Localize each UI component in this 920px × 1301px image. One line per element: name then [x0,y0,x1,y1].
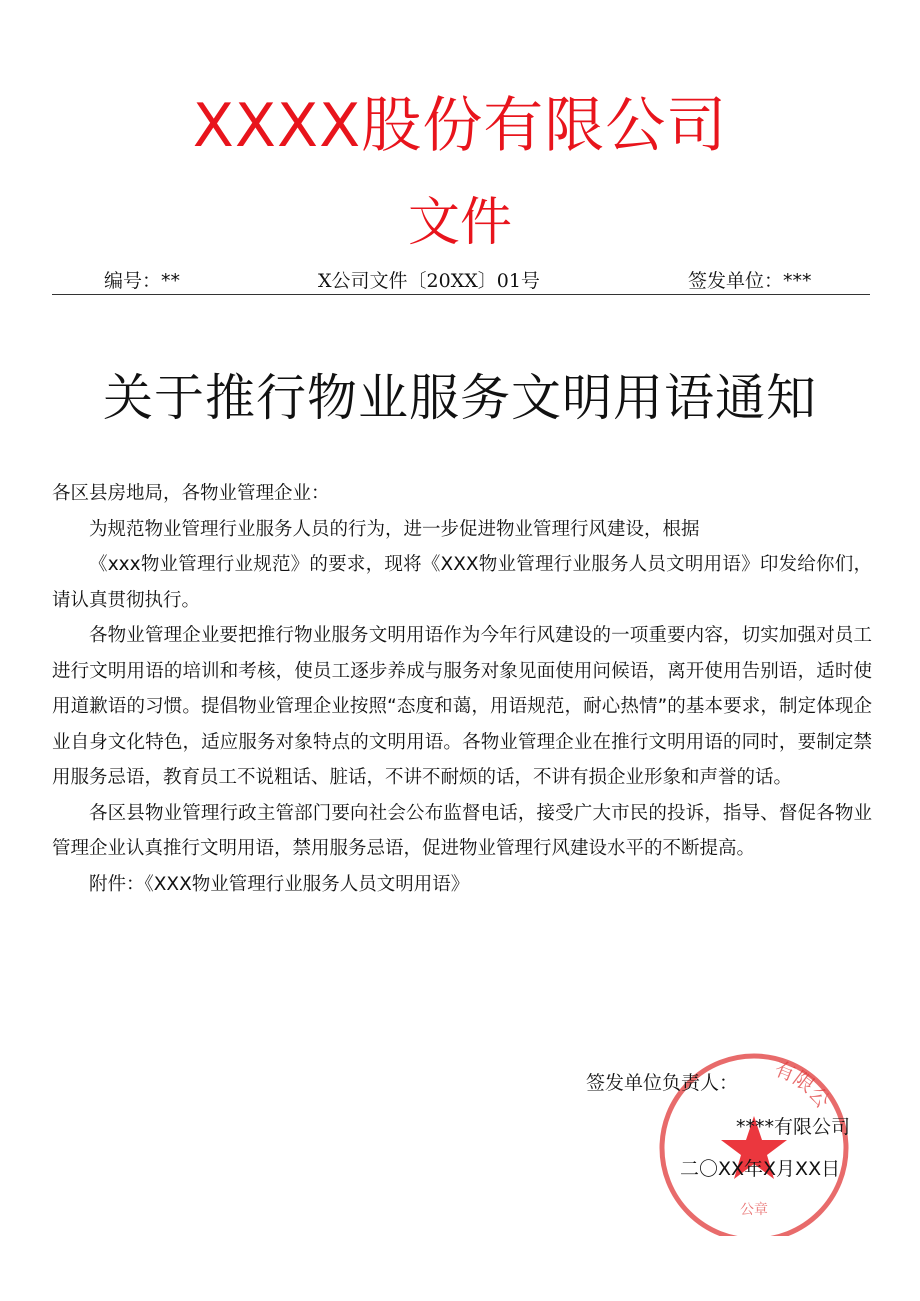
document-word: 文件 [407,193,512,253]
paragraph-3: 各区县物业管理行政主管部门要向社会公布监督电话，接受广大市民的投诉，指导、督促各物业管理企业认真推行文明用语，禁用服务忌语，促进物业管理行风建设水平的不断提高。 [52,802,872,859]
attachment-line: 附件：《XXX物业管理行业服务人员文明用语》 [89,873,470,895]
issuer-label: 签发单位：*** [688,270,812,292]
document-reference-number: X公司文件〔20XX〕01号 [318,270,540,292]
company-name: XXXX股份有限公司 [192,91,728,161]
document-meta-row [0,266,920,296]
document-number-label: 编号：** [104,270,181,292]
notice-body [52,476,872,902]
seal-top-text: 有限公 [771,1056,836,1113]
notice-title: 关于推行物业服务文明用语通知 [103,369,817,427]
seal-bottom-text: 公章 [740,1202,768,1218]
paragraph-1-line-2: 《xxx物业管理行业规范》的要求，现将《XXX物业管理行业服务人员文明用语》印发给你们，请认真贯彻执行。 [52,554,872,611]
seal-arc-text [771,1056,835,1112]
paragraph-1-line-1: 为规范物业管理行业服务人员的行为，进一步促进物业管理行风建设，根据 [89,518,700,540]
signatory-company: ****有限公司 [736,1116,851,1138]
signatory-label: 签发单位负责人： [586,1072,739,1094]
salutation: 各区县房地局，各物业管理企业： [52,483,330,504]
signature-date: 二〇XX年X月XX日 [680,1158,841,1180]
paragraph-2: 各物业管理企业要把推行物业服务文明用语作为今年行风建设的一项重要内容，切实加强对员工进行文明用语的培训和考核，使员工逐步养成与服务对象见面使用问候语，离开使用告别语，适时使用道歉语的习惯。提倡物业管理企业按照“态度和蔼，用语规范，耐心热情”的基本要求，制定体现企业自身文化特色，适应服务对象特点的文明用语。各物业管理企业在推行文明用语的同时，要制定禁用服务忌语，教育员工不说粗话、脏话，不讲不耐烦的话，不讲有损企业形象和声誉的话。 [52,625,872,788]
header-divider [52,294,870,295]
